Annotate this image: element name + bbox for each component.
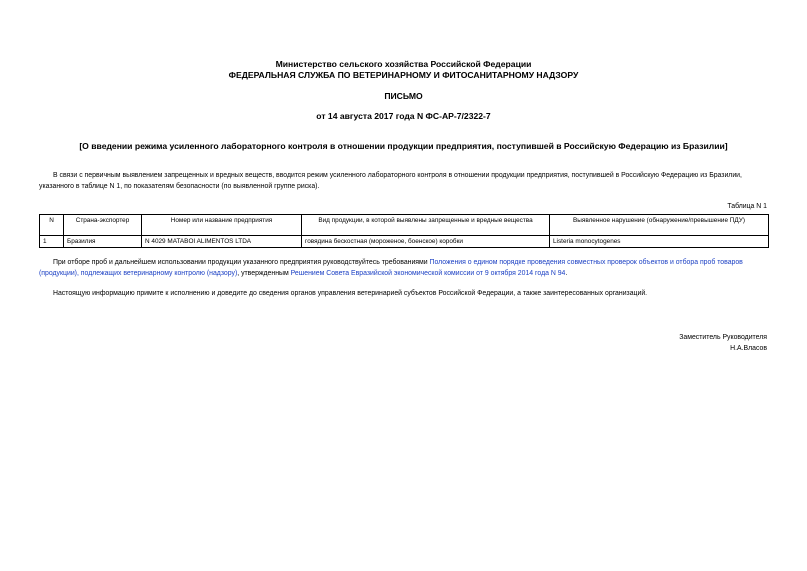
document-type: ПИСЬМО xyxy=(384,91,423,101)
service-name: ФЕДЕРАЛЬНАЯ СЛУЖБА ПО ВЕТЕРИНАРНОМУ И ФИТОСАНИТАРНОМУ НАДЗОРУ xyxy=(228,70,579,80)
decision-link[interactable]: Решением Совета Евразийской экономической комиссии от 9 октября 2014 года N 94 xyxy=(290,269,566,277)
column-header-number: N xyxy=(40,215,64,236)
signatory-position: Заместитель Руководителя xyxy=(679,334,767,341)
paragraph-sampling-text-middle: , утвержденным xyxy=(237,269,291,277)
document-title: [О введении режима усиленного лабораторного контроля в отношении продукции предприятия, поступившей в Российскую Федерацию из Бразилии] xyxy=(79,141,728,151)
paragraph-intro: В связи с первичным выявлением запрещенных и вредных веществ, вводится режим усиленного лабораторного контроля в отношении продукции предприятия, поступившей в Российскую Федерацию из Бразилии, указанного в таблице N 1, по показателям безопасности (по выявленной группе риска). xyxy=(39,172,742,190)
paragraph-sampling-text-after: . xyxy=(565,269,568,277)
enterprise-table xyxy=(39,214,769,248)
table-header-row xyxy=(40,215,769,236)
column-header-company: Номер или название предприятия xyxy=(142,215,302,236)
paragraph-sampling-text-before: При отборе проб и дальнейшем использовании продукции указанного предприятия руководствуйтесь требованиями xyxy=(53,259,430,266)
regulation-link[interactable]: Положения о едином порядке проведения совместных проверок объектов и отбора проб товаров (продукции), подлежащих ветеринарному контролю (надзору) xyxy=(39,259,743,277)
paragraph-sampling xyxy=(39,258,769,279)
signature-block xyxy=(679,333,767,354)
paragraph-instruction: Настоящую информацию примите к исполнению и доведите до сведения органов управления ветеринарией субъектов Российской Федерации, а также заинтересованных организаций. xyxy=(53,290,648,297)
table-row xyxy=(40,236,769,248)
column-header-country: Страна-экспортер xyxy=(64,215,142,236)
column-header-product: Вид продукции, в которой выявлены запрещенные и вредные вещества xyxy=(302,215,550,236)
document-header xyxy=(0,59,807,81)
cell-company: N 4029 MATABOI ALIMENTOS LTDA xyxy=(142,236,302,248)
signatory-name: Н.А.Власов xyxy=(730,344,767,352)
column-header-violation: Выявленное нарушение (обнаружение/превышение ПДУ) xyxy=(550,215,769,236)
cell-number: 1 xyxy=(40,236,64,248)
table-caption: Таблица N 1 xyxy=(727,203,767,210)
cell-product: говядина бескостная (мороженое, боенское) коробки xyxy=(302,236,550,248)
cell-violation: Listeria monocytogenes xyxy=(550,236,769,248)
cell-country: Бразилия xyxy=(64,236,142,248)
ministry-name: Министерство сельского хозяйства Российской Федерации xyxy=(275,59,532,69)
document-date-number: от 14 августа 2017 года N ФС-АР-7/2322-7 xyxy=(316,111,491,121)
